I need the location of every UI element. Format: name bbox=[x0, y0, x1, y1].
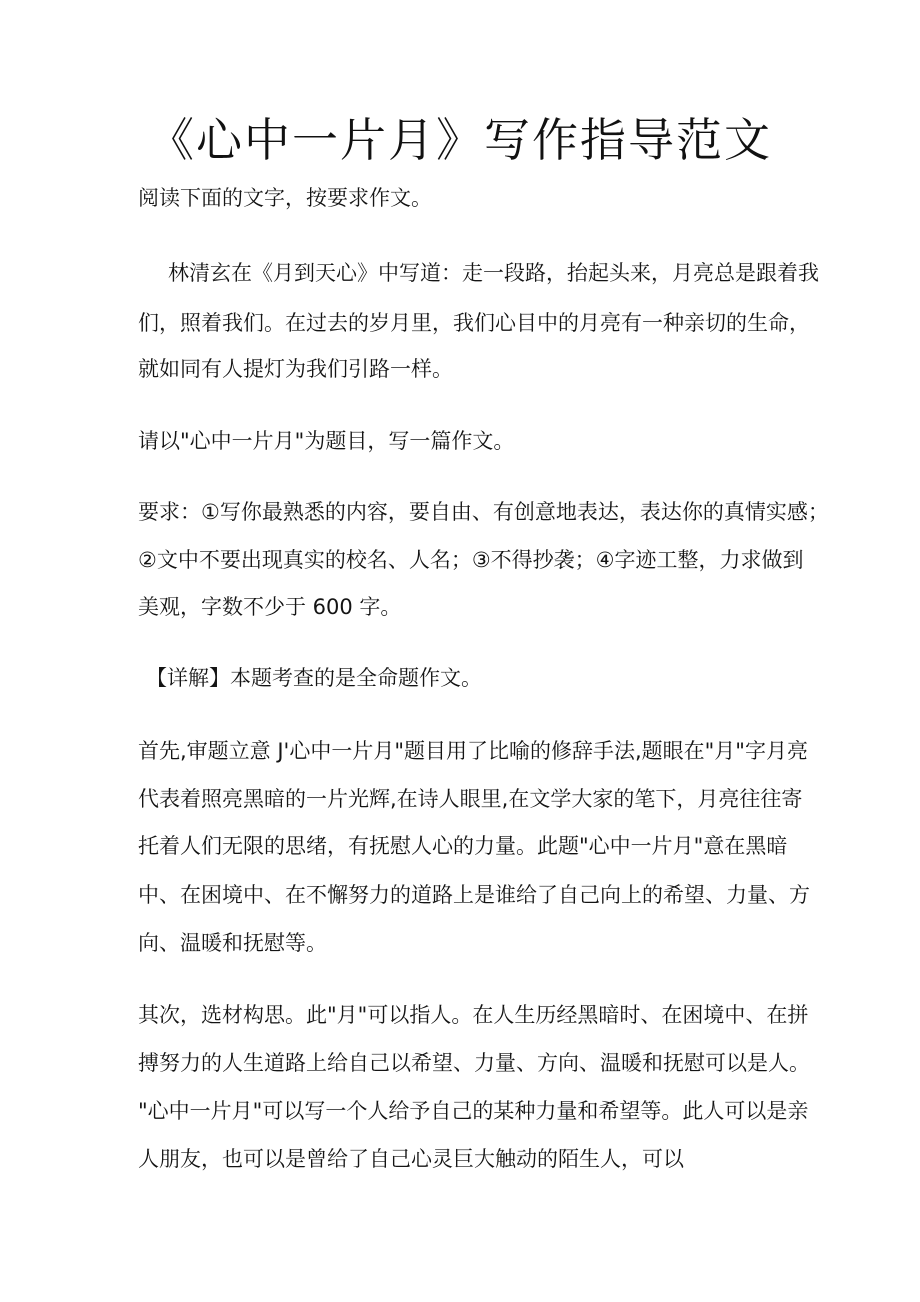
paragraph-second-line: 搏努力的人生道路上给自己以希望、力量、方向、温暖和抚慰可以是人。 bbox=[138, 1051, 810, 1075]
paragraph-quote-line: 就如同有人提灯为我们引路一样。 bbox=[138, 357, 453, 381]
paragraph-first-line: 首先,审题立意 J'心中一片月"题目用了比喻的修辞手法,题眼在"月"字月亮 bbox=[138, 739, 808, 763]
paragraph-first-line: 代表着照亮黑暗的一片光辉,在诗人眼里,在文学大家的笔下，月亮往往寄 bbox=[138, 787, 803, 811]
paragraph-intro: 阅读下面的文字，按要求作文。 bbox=[138, 186, 432, 210]
paragraph-first-line: 向、温暖和抚慰等。 bbox=[138, 931, 327, 955]
paragraph-prompt: 请以"心中一片月"为题目，写一篇作文。 bbox=[138, 429, 515, 453]
paragraph-requirements-line: ②文中不要出现真实的校名、人名；③不得抄袭；④字迹工整，力求做到 bbox=[138, 548, 804, 572]
paragraph-first-line: 托着人们无限的思绪，有抚慰人心的力量。此题"心中一片月"意在黑暗 bbox=[138, 834, 788, 858]
paragraph-second-line: 其次，选材构思。此"月"可以指人。在人生历经黑暗时、在困境中、在拼 bbox=[138, 1003, 809, 1027]
paragraph-first-line: 中、在困境中、在不懈努力的道路上是谁给了自己向上的希望、力量、方 bbox=[138, 883, 810, 907]
paragraph-analysis-heading: 【详解】本题考查的是全命题作文。 bbox=[146, 666, 482, 690]
paragraph-requirements-line: 美观，字数不少于 600 字。 bbox=[138, 595, 402, 619]
document-title: 《心中一片月》写作指导范文 bbox=[148, 113, 772, 167]
paragraph-second-line: "心中一片月"可以写一个人给予自己的某种力量和希望等。此人可以是亲 bbox=[138, 1099, 809, 1123]
paragraph-second-line: 人朋友，也可以是曾给了自己心灵巨大触动的陌生人，可以 bbox=[138, 1147, 684, 1171]
paragraph-requirements-line: 要求：①写你最熟悉的内容，要自由、有创意地表达，表达你的真情实感； bbox=[138, 500, 829, 524]
paragraph-quote-line: 们，照着我们。在过去的岁月里，我们心目中的月亮有一种亲切的生命， bbox=[138, 311, 810, 335]
paragraph-quote-line: 林清玄在《月到天心》中写道：走一段路，抬起头来，月亮总是跟着我 bbox=[168, 261, 819, 285]
